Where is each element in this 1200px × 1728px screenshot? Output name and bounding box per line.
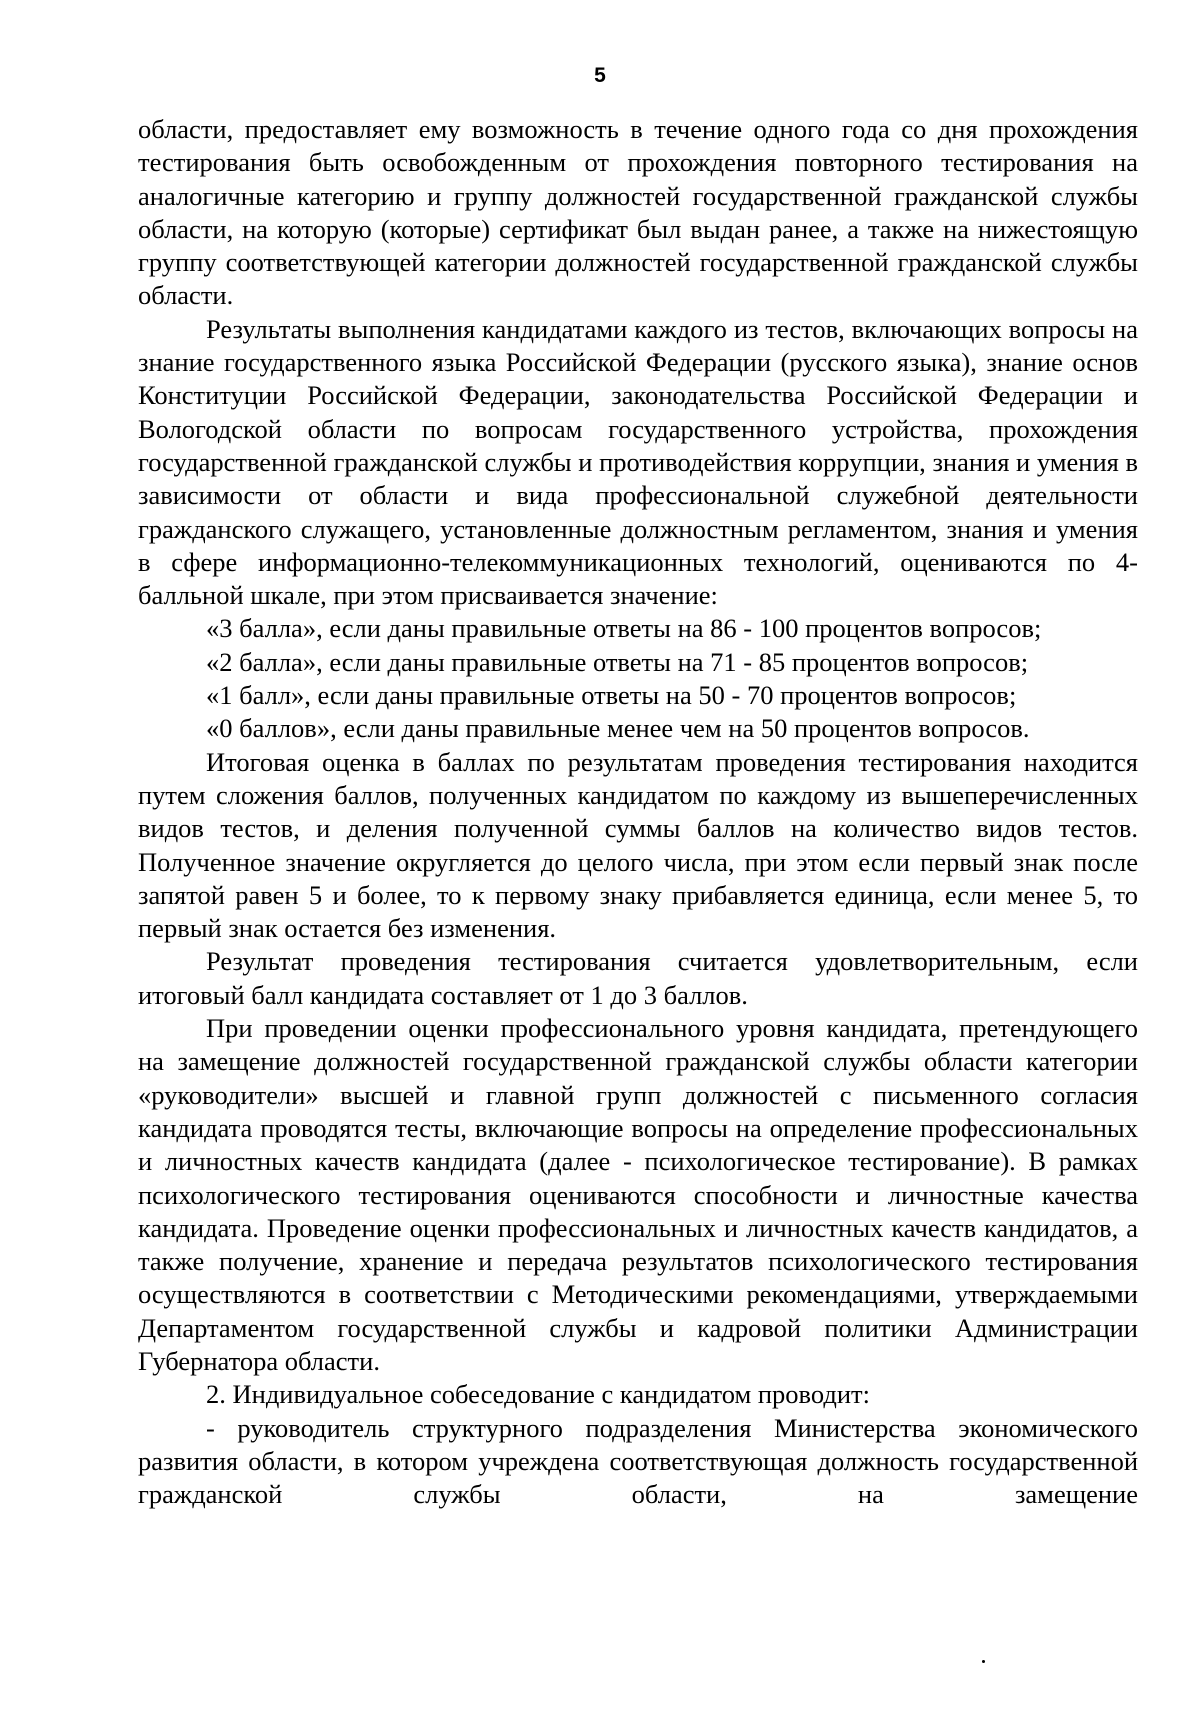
scan-speck [982,1660,985,1663]
paragraph-final-score: Итоговая оценка в баллах по результатам проведения тестирования находится путем сложения баллов, полученных кандидатом по каждому из вышеперечисленных видов тестов, и деления полученной суммы баллов на количество видов тестов. Полученное значение округляется до целого числа, при этом если первый знак после запятой равен 5 и более, то к первому знаку прибавляется единица, если менее 5, то первый знак остается без изменения. [138,746,1138,944]
paragraph-interview-heading: 2. Индивидуальное собеседование с кандидатом проводит: [206,1379,870,1410]
score-item-0: «0 баллов», если даны правильные менее чем на 50 процентов вопросов. [206,713,1030,744]
paragraph-satisfactory-result: Результат проведения тестирования считается удовлетворительным, если итоговый балл кандидата составляет от 1 до 3 баллов. [138,946,1138,1010]
paragraph-certificate-continuation: области, предоставляет ему возможность в течение одного года со дня прохождения тестирования быть освобожденным от прохождения повторного тестирования на аналогичные категорию и группу должностей государственной гражданской службы области, на которую (которые) сертификат был выдан ранее, а также на нижестоящую группу соответствующей категории должностей государственной гражданской службы области. [138,114,1138,311]
paragraph-psychological-testing: При проведении оценки профессионального уровня кандидата, претендующего на замещение должностей государственной гражданской службы области категории «руководители» высшей и главной групп должностей с письменного согласия кандидата проводятся тесты, включающие вопросы на определение профессиональных и личностных качеств кандидата (далее - психологическое тестирование). В рамках психологического тестирования оцениваются способности и личностные качества кандидата. Проведение оценки профессиональных и личностных качеств кандидатов, а также получение, хранение и передача результатов психологического тестирования осуществляются в соответствии с Методическими рекомендациями, утверждаемыми Департаментом государственной службы и кадровой политики Администрации Губернатора области. [138,1013,1138,1376]
paragraph-test-results: Результаты выполнения кандидатами каждого из тестов, включающих вопросы на знание государственного языка Российской Федерации (русского языка), знание основ Конституции Российской Федерации, законодательства Российской Федерации и Вологодской области по вопросам государственного устройства, прохождения государственной гражданской службы и противодействия коррупции, знания и умения в зависимости от области и вида профессиональной служебной деятельности гражданского служащего, установленные должностным регламентом, знания и умения в сфере информационно-телекоммуникационных технологий, оцениваются по 4-балльной шкале, при этом присваивается значение: [138,313,1138,611]
score-item-1: «1 балл», если даны правильные ответы на 50 - 70 процентов вопросов; [206,680,1017,711]
page-number: 5 [594,64,606,87]
score-item-2: «2 балла», если даны правильные ответы на 71 - 85 процентов вопросов; [206,646,1029,677]
score-item-3: «3 балла», если даны правильные ответы на 86 - 100 процентов вопросов; [206,613,1042,644]
document-body [138,113,1138,1511]
paragraph-interview-head: - руководитель структурного подразделения Министерства экономического развития области, в котором учреждена соответствующая должность государственной гражданской службы области, на замещение [138,1412,1138,1510]
